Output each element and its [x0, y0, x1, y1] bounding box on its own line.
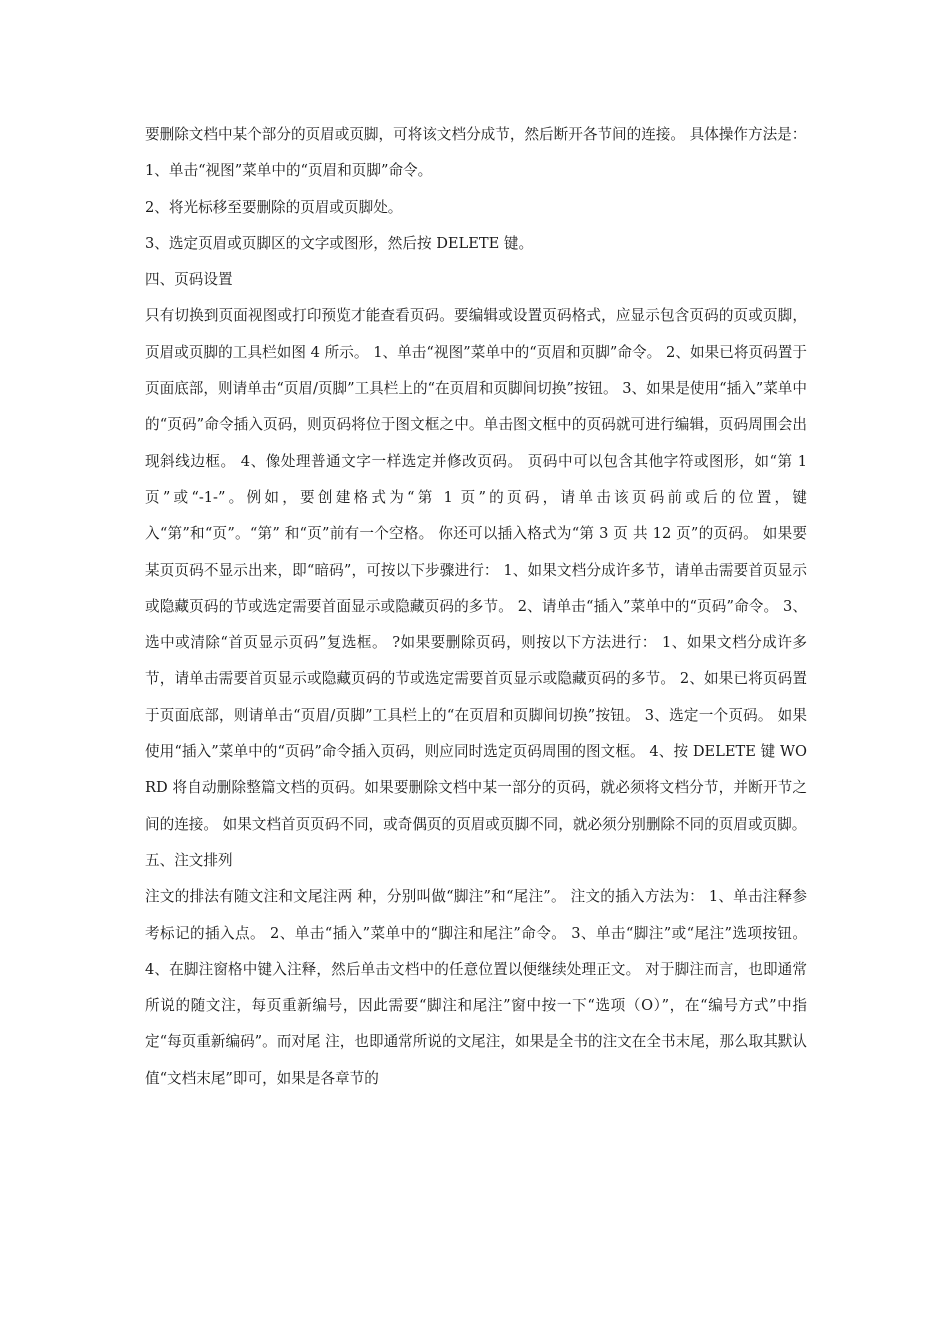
paragraph-step-2: 2、将光标移至要删除的页眉或页脚处。 — [145, 198, 403, 216]
paragraph-page-numbers: 只有切换到页面视图或打印预览才能查看页码。要编辑或设置页码格式，应显示包含页码的页或页脚，页眉或页脚的工具栏如图 4 所示。 1、单击“视图”菜单中的“页眉和页脚”命令。 2、如果已将页码置于页面底部，则请单击“页眉/页脚”工具栏上的“在页眉和页脚间切换”按钮。 3、如果是使用“插入”菜单中的“页码”命令插入页码，则页码将位于图文框之中。单击图文框中的页码就可进行编辑，页码周围会出现斜线边框。 4、像处理普通文字一样选定并修改页码。 页码中可以包含其他字符或图形，如“第 1 页”或“-1-”。例如，要创建格式为“第 1 页”的页码，请单击该页码前或后的位置，键入“第”和“页”。“第” 和“页”前有一个空格。 你还可以插入格式为“第 3 页 共 12 页”的页码。 如果要某页页码不显示出来，即“暗码”，可按以下步骤进行： 1、如果文档分成许多节，请单击需要首页显示或隐藏页码的节或选定需要首面显示或隐藏页码的多节。 2、请单击“插入”菜单中的“页码”命令。 3、选中或清除“首页显示页码”复选框。 ?如果要删除页码，则按以下方法进行： 1、如果文档分成许多节，请单击需要首页显示或隐藏页码的节或选定需要首页显示或隐藏页码的多节。 2、如果已将页码置于页面底部，则请单击“页眉/页脚”工具栏上的“在页眉和页脚间切换”按钮。 3、选定一个页码。 如果使用“插入”菜单中的“页码”命令插入页码，则应同时选定页码周围的图文框。 4、按 DELETE 键 WORD 将自动删除整篇文档的页码。如果要删除文档中某一部分的页码，就必须将文档分节，并断开节之间的连接。 如果文档首页页码不同，或奇偶页的页眉或页脚不同，就必须分别删除不同的页眉或页脚。 — [145, 307, 807, 833]
paragraph-intro: 要删除文档中某个部分的页眉或页脚，可将该文档分成节，然后断开各节间的连接。 具体操作方法是： — [145, 126, 807, 143]
section-heading-page-numbers: 四、页码设置 — [145, 271, 233, 289]
paragraph-notes: 注文的排法有随文注和文尾注两 种，分别叫做“脚注”和“尾注”。 注文的插入方法为： 1、单击注释参考标记的插入点。 2、单击“插入”菜单中的“脚注和尾注”命令。 3、单击“脚注”或“尾注”选项按钮。 4、在脚注窗格中键入注释，然后单击文档中的任意位置以便继续处理正文。 对于脚注而言，也即通常所说的随文注，每页重新编号，因此需要“脚注和尾注”窗中按一下“选项（O）”，在“编号方式”中指定“每页重新编码”。而对尾 注，也即通常所说的文尾注，如果是全书的注文在全书末尾，那么取其默认值“文档末尾”即可，如果是各章节的 — [145, 888, 807, 1087]
paragraph-step-1: 1、单击“视图”菜单中的“页眉和页脚”命令。 — [145, 162, 433, 180]
document-body — [145, 117, 807, 1097]
paragraph-step-3: 3、选定页眉或页脚区的文字或图形，然后按 DELETE 键。 — [145, 234, 534, 252]
section-heading-notes: 五、注文排列 — [145, 851, 233, 869]
